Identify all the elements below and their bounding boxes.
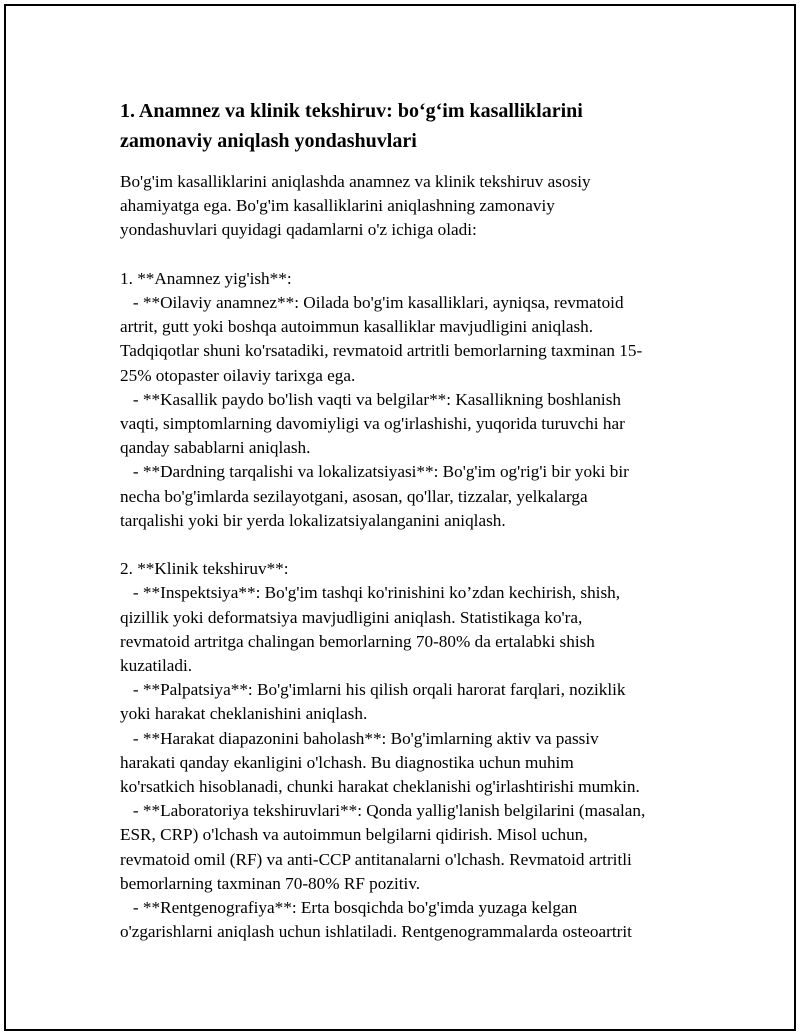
- heading-line: 1. Anamnez va klinik tekshiruv: bo‘g‘im kasalliklarini: [120, 100, 583, 122]
- text-line: qizillik yoki deformatsiya mavjudligini aniqlash. Statistikaga ko'ra,: [120, 607, 583, 627]
- clinical-exam-section: [120, 557, 690, 944]
- text-line: - **Laboratoriya tekshiruvlari**: Qonda yallig'lanish belgilarini (masalan,: [120, 801, 646, 821]
- text-line: ESR, CRP) o'lchash va autoimmun belgilarni qidirish. Misol uchun,: [120, 825, 588, 845]
- text-line: necha bo'g'imlarda sezilayotgani, asosan, qo'llar, tizzalar, yelkalarga: [120, 486, 588, 506]
- text-line: - **Palpatsiya**: Bo'g'imlarni his qilish orqali harorat farqlari, noziklik: [120, 680, 626, 700]
- text-line: harakati qanday ekanligini o'lchash. Bu diagnostika uchun muhim: [120, 752, 574, 772]
- text-line: revmatoid artritga chalingan bemorlarning 70-80% da ertalabki shish: [120, 631, 595, 651]
- text-line: yondashuvlari quyidagi qadamlarni o'z ichiga oladi:: [120, 220, 477, 240]
- text-line: yoki harakat cheklanishini aniqlash.: [120, 704, 368, 724]
- text-line: - **Inspektsiya**: Bo'g'im tashqi ko'rinishini ko’zdan kechirish, shish,: [120, 583, 621, 603]
- text-line: 25% otopaster oilaviy tarixga ega.: [120, 365, 356, 385]
- heading-line: zamonaviy aniqlash yondashuvlari: [120, 130, 417, 152]
- text-line: - **Rentgenografiya**: Erta bosqichda bo'g'imda yuzaga kelgan: [120, 898, 578, 918]
- anamnesis-section: [120, 267, 690, 533]
- text-line: o'zgarishlarni aniqlash uchun ishlatiladi. Rentgenogrammalarda osteoartrit: [120, 922, 632, 942]
- text-line: ahamiyatga ega. Bo'g'im kasalliklarini aniqlashning zamonaviy: [120, 196, 555, 216]
- text-line: qanday sabablarni aniqlash.: [120, 438, 311, 458]
- text-line: - **Harakat diapazonini baholash**: Bo'g'imlarning aktiv va passiv: [120, 728, 599, 748]
- text-line: - **Oilaviy anamnez**: Oilada bo'g'im kasalliklari, ayniqsa, revmatoid: [120, 293, 624, 312]
- text-line: Tadqiqotlar shuni ko'rsatadiki, revmatoid artritli bemorlarning taxminan 15-: [120, 341, 643, 361]
- text-line: 1. **Anamnez yig'ish**:: [120, 268, 292, 288]
- document-content: [120, 96, 690, 944]
- text-line: tarqalishi yoki bir yerda lokalizatsiyalanganini aniqlash.: [120, 510, 506, 530]
- text-line: Bo'g'im kasalliklarini aniqlashda anamnez va klinik tekshiruv asosiy: [120, 172, 591, 191]
- intro-paragraph: [120, 170, 690, 243]
- text-line: revmatoid omil (RF) va anti-CCP antitanalarni o'lchash. Revmatoid artritli: [120, 849, 632, 869]
- text-line: bemorlarning taxminan 70-80% RF pozitiv.: [120, 873, 421, 893]
- paragraph-spacer: [120, 533, 690, 557]
- paragraph-spacer: [120, 243, 690, 267]
- text-line: - **Kasallik paydo bo'lish vaqti va belgilar**: Kasallikning boshlanish: [120, 389, 621, 409]
- section-heading: [120, 96, 690, 156]
- text-line: 2. **Klinik tekshiruv**:: [120, 559, 289, 579]
- text-line: kuzatiladi.: [120, 656, 193, 676]
- text-line: artrit, gutt yoki boshqa autoimmun kasalliklar mavjudligini aniqlash.: [120, 317, 594, 337]
- text-line: ko'rsatkich hisoblanadi, chunki harakat cheklanishi og'irlashtirishi mumkin.: [120, 777, 640, 797]
- text-line: vaqti, simptomlarning davomiyligi va og'irlashishi, yuqorida turuvchi har: [120, 414, 625, 434]
- text-line: - **Dardning tarqalishi va lokalizatsiyasi**: Bo'g'im og'rig'i bir yoki bir: [120, 462, 629, 482]
- document-page: [4, 4, 796, 1031]
